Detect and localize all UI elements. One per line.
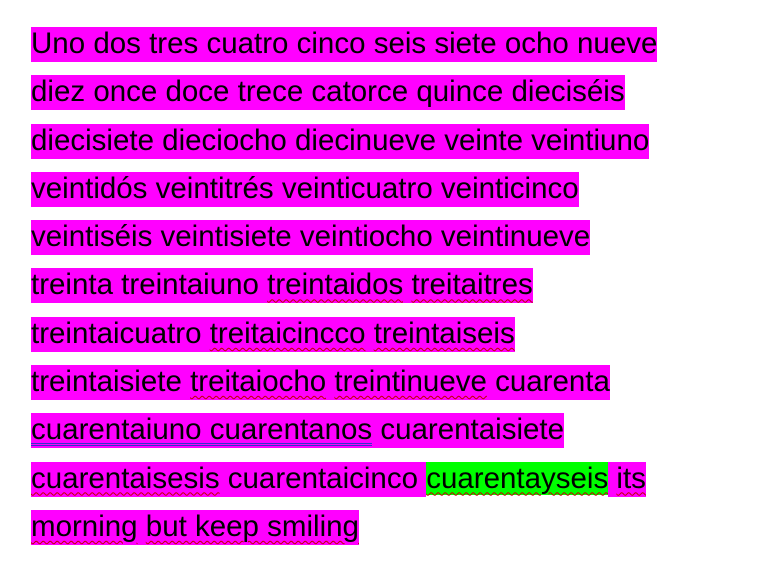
- text-line: [31, 165, 753, 213]
- misspelled-word[interactable]: but keep smiling: [145, 509, 359, 543]
- highlighted-text: [138, 510, 146, 545]
- text-line: [31, 310, 753, 358]
- misspelled-word[interactable]: treitaiocho: [190, 365, 327, 399]
- text-line: [31, 20, 753, 68]
- highlighted-text: treintaicuatro: [31, 316, 210, 350]
- misspelled-word[interactable]: treintaiseis: [373, 316, 515, 350]
- text-line: [31, 68, 753, 116]
- misspelled-word[interactable]: treintinueve: [334, 365, 487, 399]
- highlighted-text: [366, 317, 374, 352]
- text-line: [31, 261, 753, 309]
- text-line: [31, 406, 753, 454]
- text-line: [31, 358, 753, 406]
- highlighted-text: treintaisiete: [31, 365, 191, 399]
- highlighted-text: diecisiete dieciocho diecinueve veinte veintiuno: [31, 123, 650, 157]
- highlighted-text: cuarentaicinco: [219, 461, 427, 495]
- misspelled-word[interactable]: its: [616, 461, 646, 495]
- highlighted-text: veintiséis veintisiete veintiocho veintinueve: [31, 220, 591, 254]
- text-line: [31, 455, 753, 503]
- misspelled-word[interactable]: morning: [31, 509, 138, 543]
- grammar-flagged-text[interactable]: cuarentaiuno cuarentanos: [31, 413, 373, 447]
- highlighted-text: cuarentaisiete: [372, 413, 565, 447]
- text-line: [31, 213, 753, 261]
- highlighted-text: treinta treintaiuno: [31, 268, 268, 302]
- highlighted-text: cuarenta: [486, 365, 610, 399]
- highlighted-text: Uno dos tres cuatro cinco seis siete ocho nueve: [31, 27, 658, 60]
- green-highlighted-misspelled-word[interactable]: cuarentayseis: [426, 461, 609, 495]
- document-body[interactable]: [31, 20, 753, 551]
- misspelled-word[interactable]: cuarentaisesis: [31, 461, 220, 495]
- text-line: [31, 117, 753, 165]
- misspelled-word[interactable]: treitaicincco: [209, 316, 366, 350]
- highlighted-text: veintidós veintitrés veinticuatro veinticinco: [31, 171, 579, 205]
- highlighted-text: diez once doce trece catorce quince dieciséis: [31, 75, 625, 109]
- misspelled-word[interactable]: treitaitres: [411, 268, 533, 302]
- misspelled-word[interactable]: treintaidos: [267, 268, 404, 302]
- text-line: [31, 503, 753, 551]
